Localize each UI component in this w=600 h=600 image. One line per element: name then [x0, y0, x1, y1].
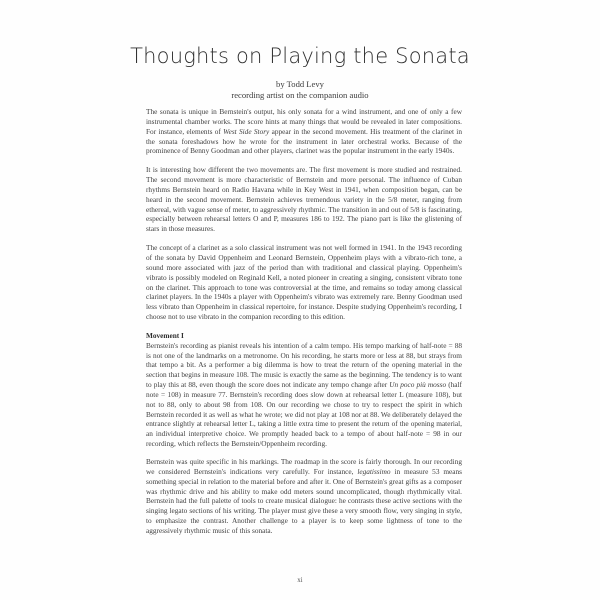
paragraph-text: It is interesting how different the two movements are. The first movement is more studied and restrained. The second movement is more characteristic of Bernstein and more personal. The influence of Cuban rhythms Bernstein heard on Radio Havana while in Key West in 1941, when composition began, can be heard in the second movement. Bernstein achieves tremendous variety in the 5/8 meter, ranging from ethereal, with vague sense of meter, to aggressively rhythmic. The transition in and out of 5/8 is fascinating, especially between rehearsal letters O and P, measures 186 to 192. The piano part is like the glistening of stars in those measures.: [146, 165, 462, 234]
paragraph-text: appear in the second movement. His treatment of the clarinet in the sonata foreshadows how he wrote for the instrument in later orchestral works. Because of the prominence of Benny Goodman and other players, clarinet was the popular instrument in the early 1940s.: [146, 126, 462, 156]
byline-role: recording artist on the companion audio: [231, 90, 369, 100]
paragraph-text: Bernstein was quite specific in his markings. The roadmap in the score is fairly thorough. In our recording we considered Bernstein's indications very carefully. For instance,: [146, 457, 462, 476]
paragraph-text: The sonata is unique in Bernstein's output, his only sonata for a wind instrument, and one of only a few instrumental chamber works. The score hints at many things that would be revealed in later compositions. For instance, elements of: [146, 107, 462, 136]
italic-title: West Side Story: [223, 126, 270, 136]
paragraph-vibrato: [146, 243, 462, 322]
italic-marking: legatissimo: [357, 466, 391, 476]
paragraph-markings: [146, 457, 462, 536]
paragraph-text: in measure 53 means something special in relation to the material before and after it. One of Bernstein's great gifts as a composer was rhythmic drive and his ability to make odd meters sound uncomplicated, though rhythmically vital. Bernstein had the full palette of tools to create musical dialogue: he contrasts these active sections with the singing legato sections of his writing. The player must give these a very smooth flow, very singing in style, to emphasize the contrast. Another challenge to a player is to keep some lightness of tone to the aggressively rhythmic music of this sonata.: [146, 466, 462, 535]
paragraph-movement-one: [146, 331, 462, 449]
page-title: Thoughts on Playing the Sonata: [130, 44, 470, 68]
paragraph-text: The concept of a clarinet as a solo classical instrument was not well formed in 1941. In the 1943 recording of the sonata by David Oppenheim and Leonard Bernstein, Oppenheim plays with a vibrato-rich tone, a sound more associated with jazz of the period than with traditional and classical playing. Oppenheim's vibrato is possibly modeled on Reginald Kell, a noted pioneer in creating a singing, consistent vibrato tone on the clarinet. This approach to tone was controversial at the time, and remains so today among classical clarinet players. In the 1940s a player with Oppenheim's vibrato was extremely rare. Benny Goodman used less vibrato than Oppenheim in classical repertoire, for instance. Despite studying Oppenheim's recording, I choose not to use vibrato in the companion recording to this edition.: [146, 243, 462, 322]
page-number: xi: [297, 576, 303, 584]
section-heading: Movement I: [146, 330, 184, 340]
article-body: [146, 107, 462, 545]
paragraph-movements: [146, 165, 462, 234]
byline: [0, 79, 600, 101]
italic-tempo-marking: Un poco più mosso: [389, 380, 447, 390]
paragraph-intro: [146, 107, 462, 156]
paragraph-text: (half note = 108) in measure 77. Bernstein's recording does slow down at rehearsal letter L (measure 108), but not to 88, only to about 98 from 108. On our recording we chose to try to respect the spirit in which Bernstein recorded it as well as what he wrote; we did not play at 108 nor at 88. We deliberately delayed the entrance slightly at rehearsal letter L, taking a little extra time to present the return of the opening material, an individual interpretive choice. We promptly headed back to a tempo of about half-note = 98 in our recording, which reflects the Bernstein/Oppenheim recording.: [146, 380, 462, 449]
paragraph-text: Bernstein's recording as pianist reveals his intention of a calm tempo. His tempo marking of half-note = 88 is not one of the landmarks on a metronome. On his recording, he starts more or less at 88, but strays from that tempo a bit. As a performer a big dilemma is how to treat the return of the opening material in the section that begins in measure 108. The music is exactly the same as the beginning. The tendency is to want to play this at 88, even though the score does not indicate any tempo change after: [146, 340, 462, 390]
byline-author: by Todd Levy: [276, 79, 324, 89]
